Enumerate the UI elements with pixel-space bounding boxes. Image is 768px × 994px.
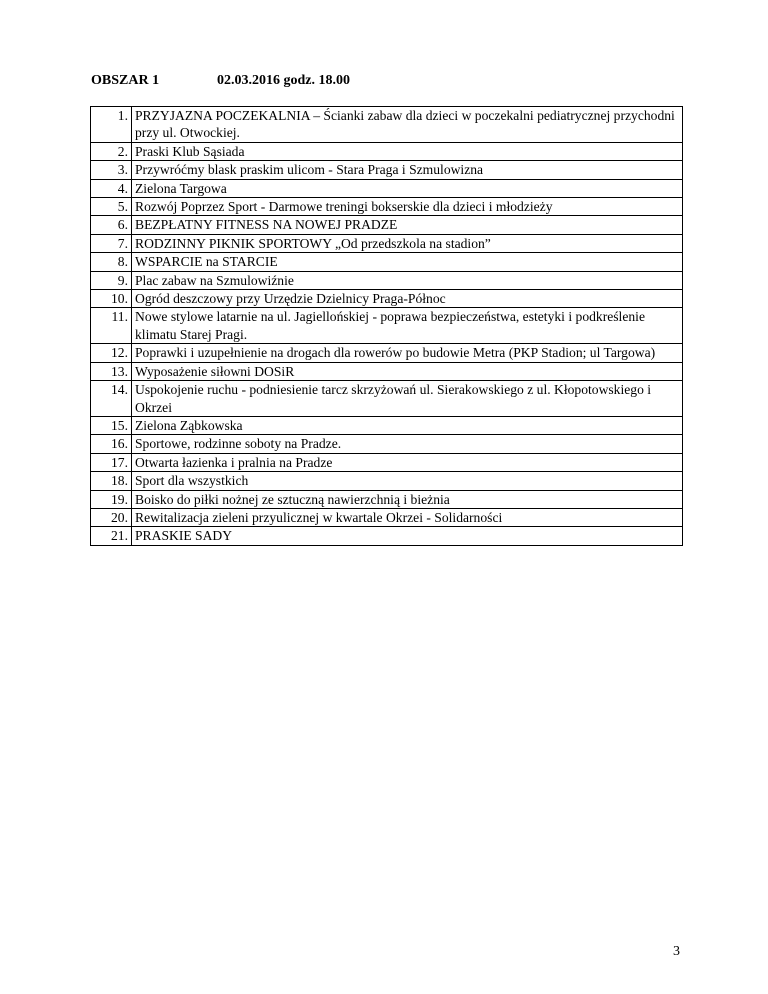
item-title: BEZPŁATNY FITNESS NA NOWEJ PRADZE — [132, 216, 683, 234]
item-number: 4. — [91, 179, 132, 197]
area-title: OBSZAR 1 — [91, 73, 160, 88]
item-title: Poprawki i uzupełnienie na drogach dla rowerów po budowie Metra (PKP Stadion; ul Targowa) — [132, 344, 683, 362]
table-row — [91, 344, 683, 362]
item-title: Plac zabaw na Szmulowiźnie — [132, 271, 683, 289]
table-row — [91, 508, 683, 526]
table-row — [91, 253, 683, 271]
item-number: 17. — [91, 453, 132, 471]
item-title: Otwarta łazienka i pralnia na Pradze — [132, 453, 683, 471]
item-number: 15. — [91, 416, 132, 434]
table-row — [91, 290, 683, 308]
item-number: 1. — [91, 107, 132, 143]
table-row — [91, 308, 683, 344]
item-title: Ogród deszczowy przy Urzędzie Dzielnicy Praga-Północ — [132, 290, 683, 308]
table-row — [91, 107, 683, 143]
table-row — [91, 435, 683, 453]
item-number: 7. — [91, 234, 132, 252]
item-title: Zielona Targowa — [132, 179, 683, 197]
item-title: WSPARCIE na STARCIE — [132, 253, 683, 271]
item-number: 13. — [91, 362, 132, 380]
item-number: 8. — [91, 253, 132, 271]
item-number: 6. — [91, 216, 132, 234]
table-row — [91, 234, 683, 252]
item-title: Przywróćmy blask praskim ulicom - Stara Praga i Szmulowizna — [132, 161, 683, 179]
item-title: Wyposażenie siłowni DOSiR — [132, 362, 683, 380]
table-row — [91, 362, 683, 380]
table-row — [91, 179, 683, 197]
item-title: RODZINNY PIKNIK SPORTOWY „Od przedszkola na stadion” — [132, 234, 683, 252]
table-row — [91, 161, 683, 179]
item-title: PRASKIE SADY — [132, 527, 683, 545]
table-row — [91, 490, 683, 508]
item-title: Zielona Ząbkowska — [132, 416, 683, 434]
item-number: 5. — [91, 198, 132, 216]
item-title: Nowe stylowe latarnie na ul. Jagiellońskiej - poprawa bezpieczeństwa, estetyki i podkreślenie klimatu Starej Pragi. — [132, 308, 683, 344]
projects-table — [90, 106, 683, 546]
document-header — [91, 73, 350, 89]
item-number: 19. — [91, 490, 132, 508]
item-number: 21. — [91, 527, 132, 545]
item-number: 11. — [91, 308, 132, 344]
projects-table-body — [91, 107, 683, 546]
item-title: Sport dla wszystkich — [132, 472, 683, 490]
table-row — [91, 416, 683, 434]
item-title: Praski Klub Sąsiada — [132, 142, 683, 160]
item-title: Sportowe, rodzinne soboty na Pradze. — [132, 435, 683, 453]
table-row — [91, 453, 683, 471]
item-number: 18. — [91, 472, 132, 490]
meeting-datetime: 02.03.2016 godz. 18.00 — [217, 73, 350, 88]
item-title: PRZYJAZNA POCZEKALNIA – Ścianki zabaw dla dzieci w poczekalni pediatrycznej przychodni przy ul. Otwockiej. — [132, 107, 683, 143]
item-number: 12. — [91, 344, 132, 362]
table-row — [91, 271, 683, 289]
table-row — [91, 381, 683, 417]
item-title: Rewitalizacja zieleni przyulicznej w kwartale Okrzei - Solidarności — [132, 508, 683, 526]
item-number: 16. — [91, 435, 132, 453]
item-number: 20. — [91, 508, 132, 526]
item-number: 3. — [91, 161, 132, 179]
table-row — [91, 472, 683, 490]
table-row — [91, 142, 683, 160]
item-number: 9. — [91, 271, 132, 289]
page-number: 3 — [673, 944, 680, 959]
item-number: 10. — [91, 290, 132, 308]
item-title: Rozwój Poprzez Sport - Darmowe treningi bokserskie dla dzieci i młodzieży — [132, 198, 683, 216]
table-row — [91, 527, 683, 545]
item-number: 14. — [91, 381, 132, 417]
item-number: 2. — [91, 142, 132, 160]
item-title: Uspokojenie ruchu - podniesienie tarcz skrzyżowań ul. Sierakowskiego z ul. Kłopotowskiego i Okrzei — [132, 381, 683, 417]
item-title: Boisko do piłki nożnej ze sztuczną nawierzchnią i bieżnia — [132, 490, 683, 508]
table-row — [91, 198, 683, 216]
table-row — [91, 216, 683, 234]
